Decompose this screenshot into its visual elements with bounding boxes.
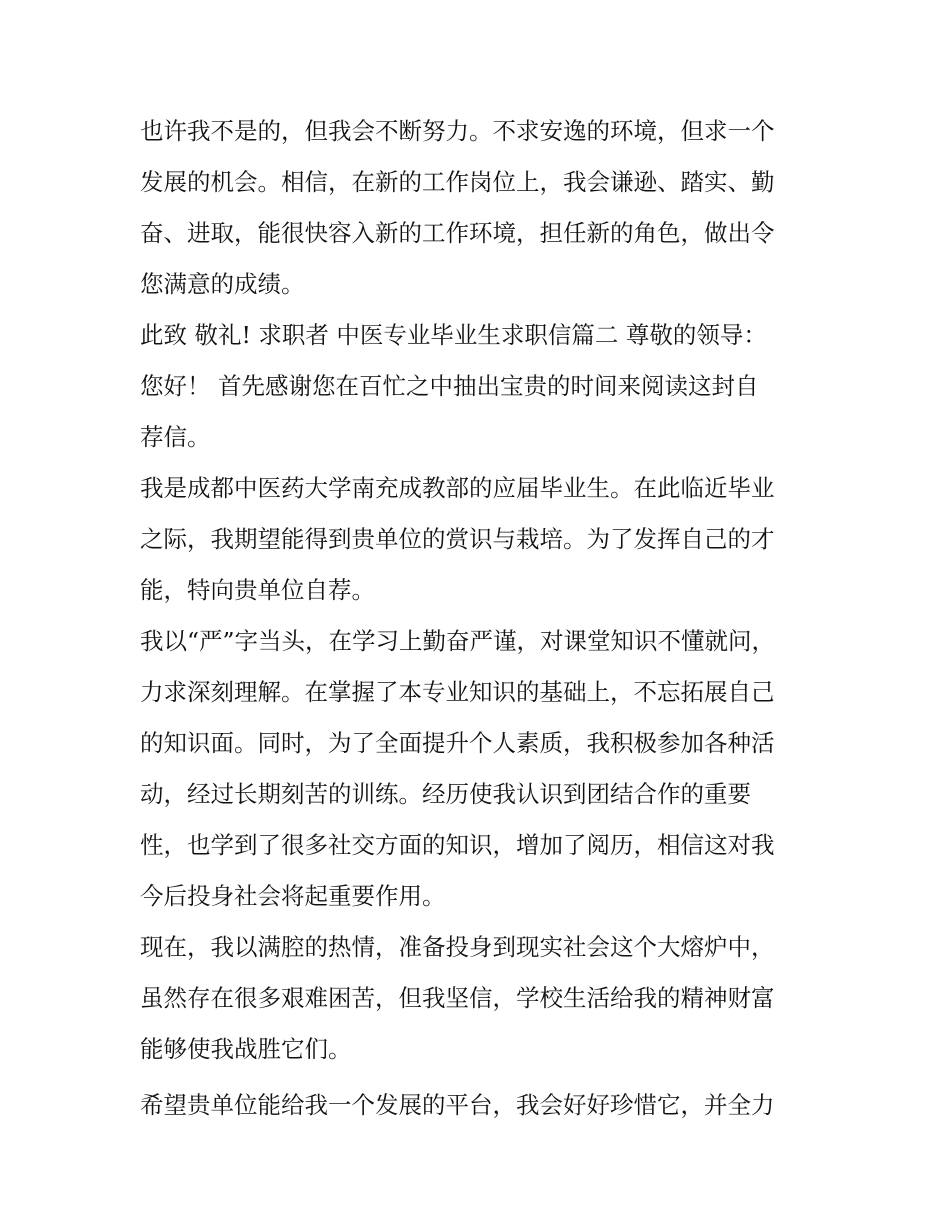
text-line: 您满意的成绩。 xyxy=(140,270,305,298)
text-line: 我是成都中医药大学南充成教部的应届毕业生。在此临近毕业 xyxy=(140,474,775,502)
text-line: 今后投身社会将起重要作用。 xyxy=(140,882,446,910)
text-line: 希望贵单位能给我一个发展的平台，我会好好珍惜它，并全力 xyxy=(140,1091,775,1119)
text-line: 您好！ 首先感谢您在百忙之中抽出宝贵的时间来阅读这封自 xyxy=(140,372,759,400)
text-line: 动，经过长期刻苦的训练。经历使我认识到团结合作的重要 xyxy=(140,780,751,808)
text-line: 之际，我期望能得到贵单位的赏识与栽培。为了发挥自己的才 xyxy=(140,525,775,553)
text-line: 我以“严”字当头，在学习上勤奋严谨，对课堂知识不懂就问， xyxy=(140,627,776,655)
text-line: 此致 敬礼! 求职者 中医专业毕业生求职信篇二 尊敬的领导： xyxy=(140,321,767,349)
text-line: 也许我不是的，但我会不断努力。不求安逸的环境，但求一个 xyxy=(140,117,775,145)
text-line: 荐信。 xyxy=(140,423,211,451)
text-line: 奋、进取，能很快容入新的工作环境，担任新的角色，做出令 xyxy=(140,219,775,247)
text-line: 的知识面。同时，为了全面提升个人素质，我积极参加各种活 xyxy=(140,729,775,757)
text-line: 性，也学到了很多社交方面的知识，增加了阅历，相信这对我 xyxy=(140,831,775,859)
text-line: 力求深刻理解。在掌握了本专业知识的基础上，不忘拓展自己 xyxy=(140,678,775,706)
text-line: 虽然存在很多艰难困苦，但我坚信，学校生活给我的精神财富 xyxy=(140,984,775,1012)
text-line: 能够使我战胜它们。 xyxy=(140,1035,352,1063)
text-line: 现在，我以满腔的热情，准备投身到现实社会这个大熔炉中， xyxy=(140,933,775,961)
letter-body xyxy=(140,106,820,1131)
text-line: 能，特向贵单位自荐。 xyxy=(140,576,375,604)
text-line: 发展的机会。相信，在新的工作岗位上，我会谦逊、踏实、勤 xyxy=(140,168,775,196)
